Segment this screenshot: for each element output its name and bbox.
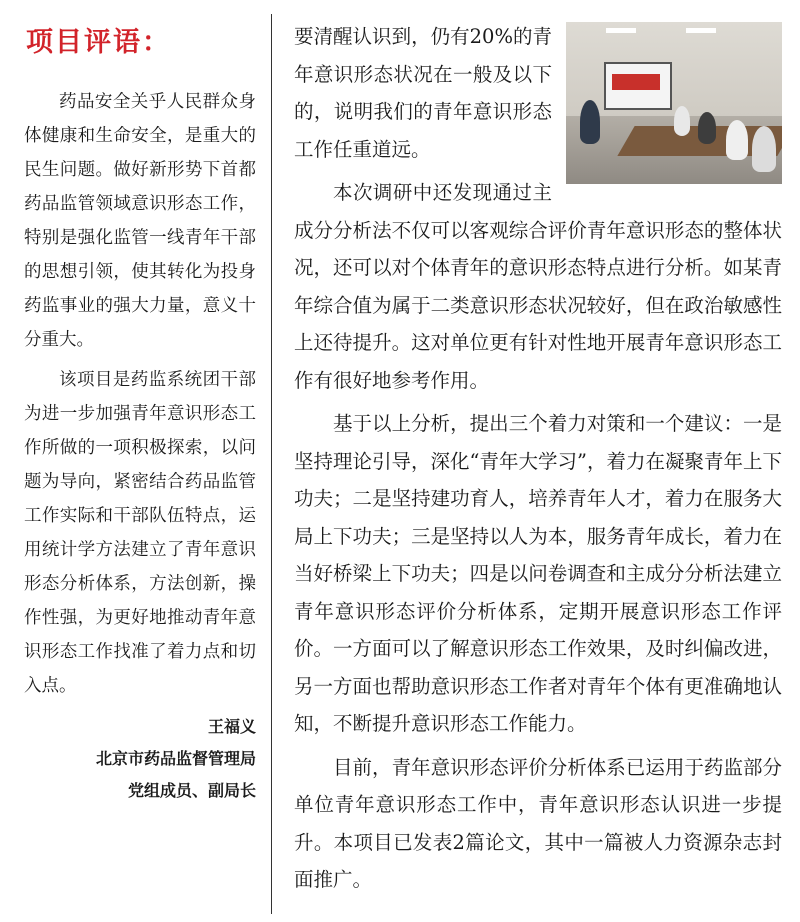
meeting-photo [566, 22, 782, 184]
comment-paragraph: 药品安全关乎人民群众身体健康和生命安全，是重大的民生问题。做好新形势下首都药品监管领域意识形态工作，特别是强化监管一线青年干部的思想引领，使其转化为投身药监事业的强大力量，意义十分重大。 [24, 92, 256, 350]
section-title: 项目评语： [26, 27, 171, 58]
comment-paragraph: 该项目是药监系统团干部为进一步加强青年意识形态工作所做的一项积极探索，以问题为导向，紧密结合药品监管工作实际和干部队伍特点，运用统计学方法建立了青年意识形态分析体系，方法创新，操作性强，为更好地推动青年意识形态工作找准了着力点和切入点。 [24, 370, 256, 696]
column-divider [271, 14, 272, 914]
comment-column [24, 20, 256, 807]
body-paragraph: 本次调研中还发现通过主成分分析法不仅可以客观综合评价青年意识形态的整体状况，还可以对个体青年的意识形态特点进行分析。如某青年综合值为属于二类意识形态状况较好，但在政治敏感性上还待提升。这对单位更有针对性地开展青年意识形态工作有很好地参考作用。 [294, 181, 782, 392]
signature-title: 党组成员、副局长 [127, 781, 256, 800]
signature-org: 北京市药品监督管理局 [95, 749, 256, 768]
signature-name: 王福义 [207, 717, 256, 736]
signature-block [24, 711, 256, 807]
body-paragraph: 要清醒认识到，仍有20%的青年意识形态状况在一般及以下的，说明我们的青年意识形态工作任重道远。 [294, 25, 552, 161]
article-column [294, 18, 782, 905]
body-paragraph: 基于以上分析，提出三个着力对策和一个建议：一是坚持理论引导，深化“青年大学习”，着力在凝聚青年上下功夫；二是坚持建功育人，培养青年人才，着力在服务大局上下功夫；三是坚持以人为本，服务青年成长，着力在当好桥梁上下功夫；四是以问卷调查和主成分分析法建立青年意识形态评价分析体系，定期开展意识形态工作评价。一方面可以了解意识形态工作效果，及时纠偏改进，另一方面也帮助意识形态工作者对青年个体有更准确地认知，不断提升意识形态工作能力。 [294, 412, 782, 735]
body-paragraph: 目前，青年意识形态评价分析体系已运用于药监部分单位青年意识形态工作中，青年意识形态认识进一步提升。本项目已发表2篇论文，其中一篇被人力资源杂志封面推广。 [294, 755, 782, 891]
